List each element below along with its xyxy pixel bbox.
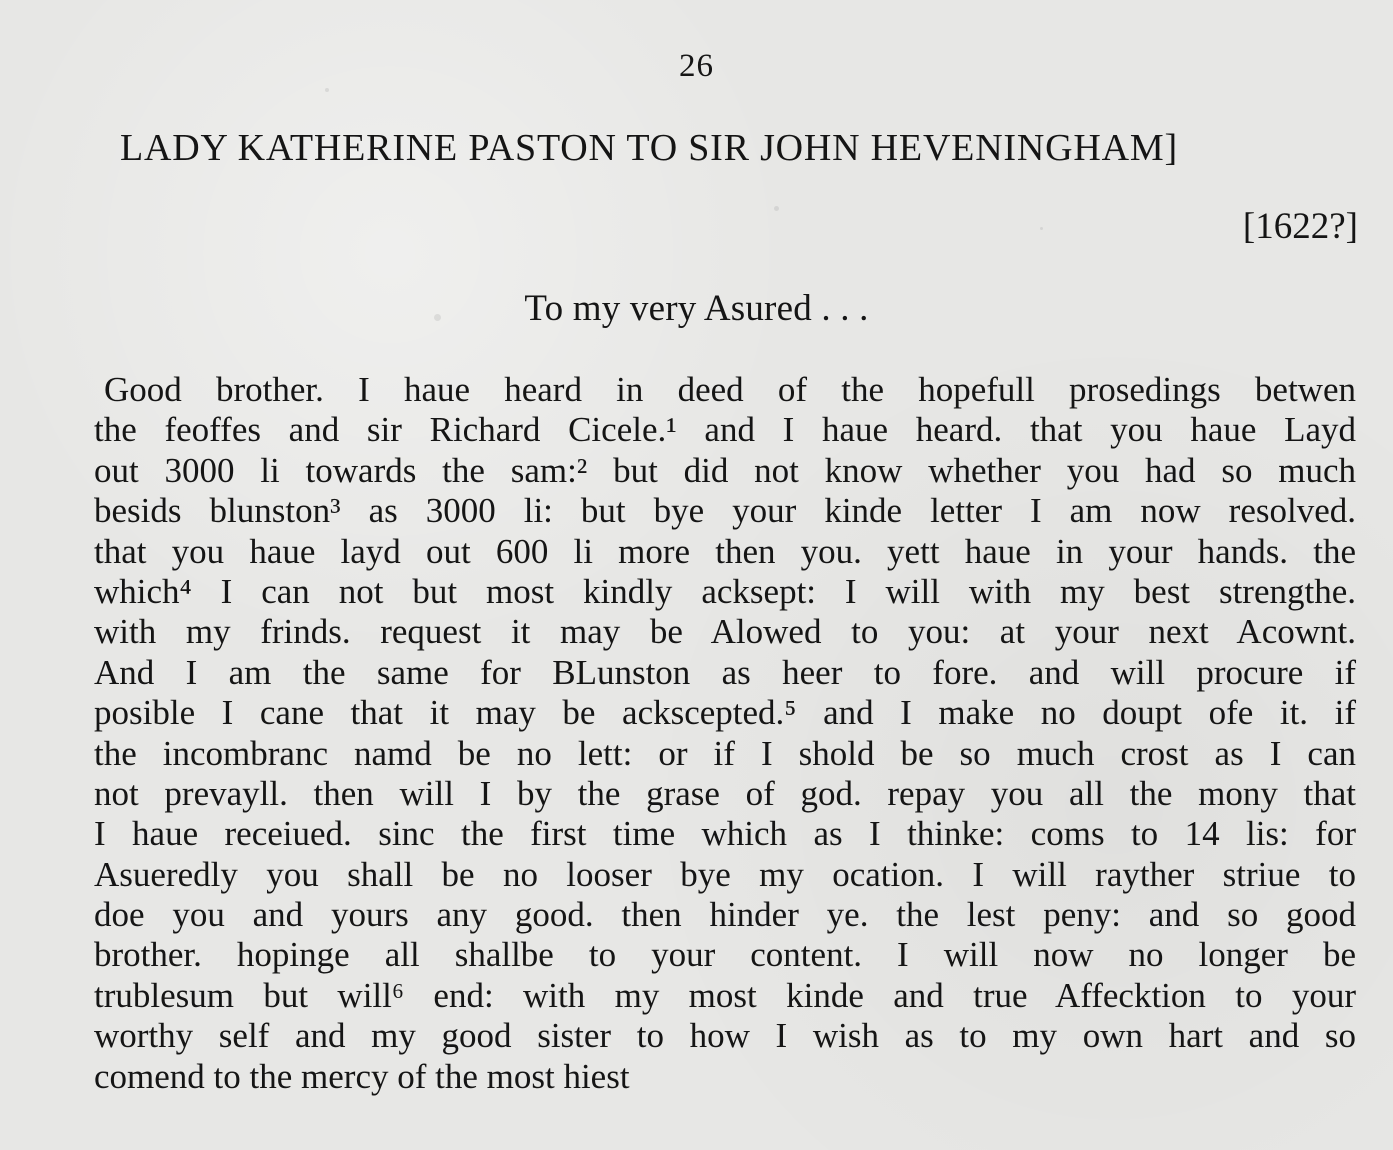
- letter-body: [94, 370, 1356, 1097]
- letter-line: doe you and yours any good. then hinder ye. the lest peny: and so good: [94, 895, 1356, 935]
- letter-line: I haue receiued. sinc the first time which as I thinke: coms to 14 lis: for: [94, 814, 1356, 854]
- letter-date: [1622?]: [1242, 206, 1358, 247]
- letter-line: that you haue layd out 600 li more then you. yett haue in your hands. the: [94, 531, 1356, 571]
- letter-line: Asueredly you shall be no looser bye my ocation. I will rayther striue to: [94, 854, 1356, 894]
- letter-line: And I am the same for BLunston as heer to fore. and will procure if: [94, 652, 1356, 692]
- letter-line: Good brother. I haue heard in deed of the hopefull prosedings betwen: [104, 370, 1356, 409]
- letter-line: trublesum but will⁶ end: with my most kinde and true Affecktion to your: [94, 975, 1356, 1015]
- letter-line: out 3000 li towards the sam:² but did not know whether you had so much: [94, 450, 1356, 490]
- letter-line: comend to the mercy of the most hiest: [94, 1056, 630, 1096]
- letter-line: brother. hopinge all shallbe to your content. I will now no longer be: [94, 935, 1356, 975]
- paper-speck: [325, 88, 329, 92]
- letter-salutation: To my very Asured . . .: [524, 288, 869, 329]
- page-number: 26: [679, 48, 714, 84]
- letter-heading: LADY KATHERINE PASTON TO SIR JOHN HEVENINGHAM]: [120, 127, 1178, 169]
- letter-line: not prevayll. then will I by the grase of god. repay you all the mony that: [94, 773, 1356, 813]
- paper-speck: [774, 206, 779, 211]
- letter-line: the feoffes and sir Richard Cicele.¹ and I haue heard. that you haue Layd: [94, 410, 1356, 450]
- letter-line: with my frinds. request it may be Alowed to you: at your next Acownt.: [94, 612, 1356, 652]
- letter-line: worthy self and my good sister to how I wish as to my own hart and so: [94, 1016, 1356, 1056]
- letter-line: which⁴ I can not but most kindly acksept: I will with my best strengthe.: [94, 571, 1356, 611]
- letter-line: the incombranc namd be no lett: or if I shold be so much crost as I can: [94, 733, 1356, 773]
- paper-speck: [1040, 227, 1043, 230]
- letter-line: besids blunston³ as 3000 li: but bye your kinde letter I am now resolved.: [94, 491, 1356, 531]
- letter-line: posible I cane that it may be ackscepted.⁵ and I make no doupt ofe it. if: [94, 693, 1356, 733]
